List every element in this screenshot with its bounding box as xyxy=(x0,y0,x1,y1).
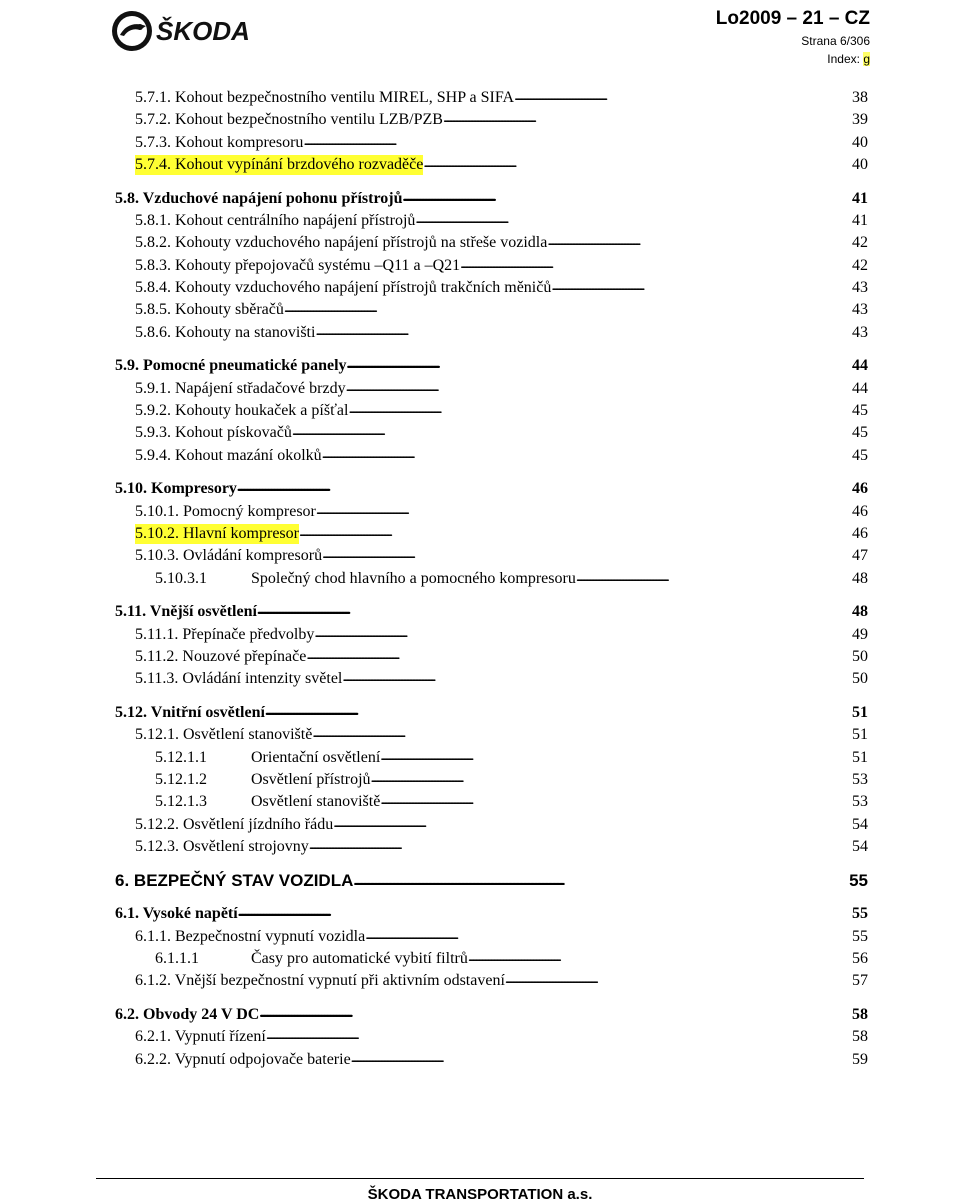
toc-entry-number: 5.8.4. xyxy=(135,278,171,296)
toc-leader-dots xyxy=(468,950,851,969)
toc-entry-number: 6.1.2. xyxy=(135,972,171,990)
toc-entry-text xyxy=(135,815,333,835)
toc-entry-title: Ovládání intenzity světel xyxy=(182,670,343,688)
toc-leader-dots xyxy=(415,212,851,231)
skoda-logo xyxy=(110,8,255,54)
toc-entry-number: 5.10. xyxy=(115,480,147,498)
toc-entry-title: Společný chod hlavního a pomocného kompresoru xyxy=(251,569,576,587)
toc-entry[interactable] xyxy=(0,869,960,891)
toc-entry[interactable] xyxy=(0,902,960,924)
toc-entry-title: Bezpečnostní vypnutí vozidla xyxy=(175,927,366,945)
toc-entry[interactable] xyxy=(0,86,960,108)
toc-entry-text xyxy=(135,837,309,857)
page-header xyxy=(0,0,960,80)
toc-entry-text xyxy=(115,703,265,723)
toc-leader-dots xyxy=(443,111,851,130)
toc-entry-title: Vnější osvětlení xyxy=(149,603,257,621)
toc-entry-text xyxy=(135,971,505,991)
toc-entry-number: 5.12.1.1 xyxy=(155,748,207,766)
toc-entry[interactable] xyxy=(0,231,960,253)
toc-entry-number: 5.12.1.3 xyxy=(155,793,207,811)
toc-leader-dots xyxy=(303,134,851,153)
toc-entry-text xyxy=(115,871,353,891)
toc-entry-text xyxy=(135,211,415,231)
toc-page-number: 50 xyxy=(852,647,868,665)
toc-page-number: 49 xyxy=(852,625,868,643)
index-line xyxy=(827,52,870,66)
toc-entry-text xyxy=(135,278,551,298)
brand-wordmark: ŠKODA xyxy=(156,16,250,46)
toc-entry-number: 6.1.1.1 xyxy=(155,950,199,967)
toc-leader-dots xyxy=(365,928,851,947)
toc-entry-title: Časy pro automatické vybití filtrů xyxy=(251,950,468,967)
toc-entry[interactable] xyxy=(0,254,960,276)
toc-page-number: 56 xyxy=(852,950,868,967)
toc-entry-number: 5.7.3. xyxy=(135,133,171,151)
toc-entry-number: 5.11.2. xyxy=(135,647,179,665)
toc-entry-number: 5.12.1. xyxy=(135,726,179,744)
toc-entry-title: Kohouty vzduchového napájení přístrojů trakčních měničů xyxy=(175,278,552,296)
toc-leader-dots xyxy=(342,670,851,689)
toc-entry-number: 6. xyxy=(115,870,130,890)
toc-entry-title: Kohout vypínání brzdového rozvaděče xyxy=(175,155,424,173)
toc-leader-dots xyxy=(460,257,851,276)
toc-page-number: 39 xyxy=(852,111,868,129)
toc-page-number: 51 xyxy=(852,748,868,766)
toc-entry-number: 5.8.1. xyxy=(135,212,171,229)
toc-page-number: 43 xyxy=(852,278,868,296)
toc-entry-title: Vzduchové napájení pohonu přístrojů xyxy=(142,189,403,207)
toc-entry-text xyxy=(155,770,371,790)
toc-entry-number: 5.10.1. xyxy=(135,502,179,520)
toc-entry[interactable] xyxy=(0,544,960,566)
toc-entry[interactable] xyxy=(0,790,960,812)
toc-entry[interactable] xyxy=(0,187,960,209)
toc-entry-title: Nouzové přepínače xyxy=(182,647,307,665)
toc-entry-number: 5.8.5. xyxy=(135,301,171,319)
toc-entry-text xyxy=(135,725,312,745)
toc-leader-dots xyxy=(353,872,848,891)
toc-leader-dots xyxy=(514,89,851,108)
toc-page-number: 38 xyxy=(852,89,868,106)
toc-page-number: 53 xyxy=(852,770,868,788)
toc-page-number: 55 xyxy=(852,927,868,945)
toc-entry-number: 5.9. xyxy=(115,357,139,375)
toc-page-number: 59 xyxy=(852,1050,868,1068)
toc-entry-text xyxy=(155,748,380,768)
toc-page-number: 57 xyxy=(852,972,868,990)
toc-entry-title: Osvětlení strojovny xyxy=(183,837,309,855)
toc-entry-title: Kohout bezpečnostního ventilu MIREL, SHP a SIFA xyxy=(175,89,515,106)
toc-entry-title: Napájení střadačové brzdy xyxy=(175,379,346,397)
toc-entry-number: 6.2.2. xyxy=(135,1050,171,1068)
toc-leader-dots xyxy=(505,972,851,991)
toc-entry-title: Kompresory xyxy=(151,480,237,498)
toc-page-number: 47 xyxy=(852,547,868,565)
toc-leader-dots xyxy=(306,648,851,667)
toc-leader-dots xyxy=(547,234,851,253)
toc-leader-dots xyxy=(351,1051,851,1070)
toc-entry-title: Osvětlení jízdního řádu xyxy=(183,815,334,833)
toc-entry-number: 5.9.1. xyxy=(135,379,171,397)
toc-leader-dots xyxy=(316,503,851,522)
toc-entry-text xyxy=(155,792,380,812)
toc-entry-text xyxy=(135,927,365,947)
toc-leader-dots xyxy=(237,480,851,499)
toc-entry-text xyxy=(135,502,316,522)
toc-entry[interactable] xyxy=(0,723,960,745)
toc-entry[interactable] xyxy=(0,209,960,231)
toc-page-number: 58 xyxy=(852,1006,868,1024)
toc-entry[interactable] xyxy=(0,925,960,947)
toc-leader-dots xyxy=(347,357,851,376)
toc-leader-dots xyxy=(299,525,851,544)
toc-leader-dots xyxy=(423,156,851,175)
toc-entry[interactable] xyxy=(0,947,960,969)
toc-entry-number: 5.12.3. xyxy=(135,837,179,855)
toc-page-number: 46 xyxy=(852,502,868,520)
toc-entry-title: Osvětlení stanoviště xyxy=(251,793,381,811)
toc-entry-text xyxy=(135,256,460,276)
toc-entry-text xyxy=(135,446,322,466)
toc-page-number: 50 xyxy=(852,670,868,688)
toc-entry-title: Vnitřní osvětlení xyxy=(150,704,265,721)
toc-entry-number: 5.7.2. xyxy=(135,111,171,129)
toc-entry-number: 5.7.4. xyxy=(135,155,171,173)
toc-entry-title: Osvětlení přístrojů xyxy=(251,770,371,788)
page-number: Strana 6/306 xyxy=(801,34,870,48)
toc-entry[interactable] xyxy=(0,477,960,499)
toc-entry-text xyxy=(135,300,284,320)
toc-entry[interactable] xyxy=(0,421,960,443)
toc-entry-title: Kohouty vzduchového napájení přístrojů na střeše vozidla xyxy=(175,234,548,252)
toc-entry-text xyxy=(115,1005,259,1025)
index-label: Index: xyxy=(827,52,860,66)
toc-entry-number: 5.10.2. xyxy=(135,524,179,542)
toc-page-number: 46 xyxy=(852,480,868,498)
toc-entry[interactable] xyxy=(0,153,960,175)
toc-page-number: 43 xyxy=(852,323,868,341)
toc-page-number: 48 xyxy=(852,603,868,621)
toc-leader-dots xyxy=(380,749,851,768)
index-value: g xyxy=(863,52,870,66)
toc-entry-number: 5.11.1. xyxy=(135,625,179,643)
toc-leader-dots xyxy=(551,279,851,298)
toc-leader-dots xyxy=(576,570,851,589)
toc-entry[interactable] xyxy=(0,399,960,421)
toc-entry[interactable] xyxy=(0,444,960,466)
toc-leader-dots xyxy=(322,447,851,466)
toc-entry[interactable] xyxy=(0,567,960,589)
toc-page-number: 40 xyxy=(852,133,868,151)
toc-entry-text xyxy=(155,569,576,589)
toc-page-number: 45 xyxy=(852,424,868,442)
toc-entry[interactable] xyxy=(0,667,960,689)
toc-entry[interactable] xyxy=(0,354,960,376)
toc-page-number: 45 xyxy=(852,446,868,464)
toc-entry-number: 6.1. xyxy=(115,905,139,923)
toc-entry-title: Kohouty na stanovišti xyxy=(175,323,316,341)
toc-entry-number: 5.12.2. xyxy=(135,815,179,833)
toc-page-number: 42 xyxy=(852,234,868,252)
toc-entry-title: Kohouty sběračů xyxy=(175,301,284,319)
toc-entry-title: Ovládání kompresorů xyxy=(183,547,323,565)
toc-entry-text xyxy=(135,423,292,443)
footer-divider xyxy=(96,1178,864,1179)
toc-entry-number: 5.10.3. xyxy=(135,547,179,565)
toc-entry-number: 5.10.3.1 xyxy=(155,569,207,587)
toc-leader-dots xyxy=(348,402,851,421)
toc-page-number: 44 xyxy=(852,379,868,397)
toc-entry-number: 5.8.3. xyxy=(135,256,171,274)
toc-entry-number: 5.12. xyxy=(115,704,147,721)
toc-leader-dots xyxy=(314,626,851,645)
toc-page-number: 42 xyxy=(852,256,868,274)
toc-entry-number: 6.1.1. xyxy=(135,927,171,945)
toc-entry-title: Kohout mazání okolků xyxy=(175,446,322,464)
toc-entry-text xyxy=(135,155,423,175)
toc-entry[interactable] xyxy=(0,768,960,790)
toc-page-number: 51 xyxy=(852,704,868,721)
toc-page-number: 48 xyxy=(852,569,868,587)
toc-entry[interactable] xyxy=(0,377,960,399)
toc-entry-title: Vnější bezpečnostní vypnutí při aktivním odstavení xyxy=(174,972,505,990)
toc-page-number: 41 xyxy=(852,212,868,229)
toc-entry-text xyxy=(135,133,303,153)
toc-entry-title: Vypnutí odpojovače baterie xyxy=(174,1050,351,1068)
toc-leader-dots xyxy=(371,771,851,790)
toc-page-number: 46 xyxy=(852,524,868,542)
toc-entry[interactable] xyxy=(0,1048,960,1070)
toc-entry[interactable] xyxy=(0,969,960,991)
toc-entry-title: Pomocné pneumatické panely xyxy=(143,357,347,375)
toc-entry-number: 5.9.2. xyxy=(135,401,171,419)
toc-entry-text xyxy=(115,479,237,499)
toc-leader-dots xyxy=(309,838,851,857)
toc-entry-text xyxy=(135,1027,266,1047)
toc-entry[interactable] xyxy=(0,321,960,343)
toc-entry-text xyxy=(115,189,402,209)
toc-leader-dots xyxy=(322,547,851,566)
toc-leader-dots xyxy=(380,793,851,812)
toc-entry[interactable] xyxy=(0,522,960,544)
toc-leader-dots xyxy=(333,816,851,835)
toc-leader-dots xyxy=(238,905,851,924)
toc-entry-text xyxy=(155,949,468,969)
toc-entry-title: Kohouty přepojovačů systému –Q11 a –Q21 xyxy=(175,256,461,274)
toc-entry[interactable] xyxy=(0,131,960,153)
toc-entry-text xyxy=(135,88,514,108)
toc-entry-title: Přepínače předvolby xyxy=(182,625,315,643)
toc-entry-title: Osvětlení stanoviště xyxy=(183,726,313,744)
toc-entry-text xyxy=(135,546,322,566)
toc-entry-text xyxy=(135,379,346,399)
toc-leader-dots xyxy=(312,726,851,745)
toc-entry-text xyxy=(135,1050,351,1070)
toc-page-number: 45 xyxy=(852,401,868,419)
footer-text: ŠKODA TRANSPORTATION a.s. xyxy=(367,1186,593,1203)
toc-entry[interactable] xyxy=(0,298,960,320)
toc-entry-number: 5.8.2. xyxy=(135,234,171,252)
toc-page-number: 51 xyxy=(852,726,868,744)
toc-entry[interactable] xyxy=(0,623,960,645)
toc-entry[interactable] xyxy=(0,1003,960,1025)
toc-page-number: 41 xyxy=(852,189,868,207)
toc-entry-text xyxy=(135,110,443,130)
toc-page-number: 55 xyxy=(852,905,868,923)
toc-entry[interactable] xyxy=(0,813,960,835)
toc-entry-title: Kohout kompresoru xyxy=(175,133,304,151)
toc-entry[interactable] xyxy=(0,276,960,298)
toc-page-number: 44 xyxy=(852,357,868,375)
toc-entry[interactable] xyxy=(0,108,960,130)
toc-entry-title: Vypnutí řízení xyxy=(174,1028,266,1046)
toc-entry-title: Kohout bezpečnostního ventilu LZB/PZB xyxy=(175,111,443,129)
toc-page-number: 54 xyxy=(852,837,868,855)
toc-entry-number: 6.2. xyxy=(115,1006,139,1024)
toc-entry-number: 5.8.6. xyxy=(135,323,171,341)
toc-leader-dots xyxy=(266,1028,851,1047)
toc-entry-title: Obvody 24 V DC xyxy=(143,1006,260,1024)
toc-leader-dots xyxy=(259,1006,851,1025)
toc-leader-dots xyxy=(346,380,851,399)
toc-entry-number: 5.11.3. xyxy=(135,670,179,688)
toc-entry[interactable] xyxy=(0,835,960,857)
toc-entry-title: Hlavní kompresor xyxy=(183,524,299,542)
toc-entry[interactable] xyxy=(0,1025,960,1047)
toc-entry-number: 5.9.3. xyxy=(135,424,171,442)
toc-entry-number: 5.11. xyxy=(115,603,147,621)
toc-leader-dots xyxy=(292,424,851,443)
toc-page-number: 43 xyxy=(852,301,868,319)
toc-entry-title: Pomocný kompresor xyxy=(183,502,316,520)
toc-entry-title: Kohout pískovačů xyxy=(175,424,292,442)
toc-entry[interactable] xyxy=(0,701,960,723)
toc-entry-text xyxy=(115,904,238,924)
toc-entry-title: BEZPEČNÝ STAV VOZIDLA xyxy=(133,870,354,890)
toc-entry-number: 5.12.1.2 xyxy=(155,770,207,788)
toc-entry-title: Kohouty houkaček a píšťal xyxy=(175,401,349,419)
toc-entry-text xyxy=(135,401,348,421)
toc-entry-text xyxy=(135,625,314,645)
toc-entry-text xyxy=(115,602,257,622)
toc-leader-dots xyxy=(402,190,851,209)
toc-page-number: 58 xyxy=(852,1028,868,1046)
toc-leader-dots xyxy=(257,603,851,622)
toc-leader-dots xyxy=(265,704,851,723)
toc-entry-title: Orientační osvětlení xyxy=(251,748,381,766)
toc-entry-text xyxy=(115,356,347,376)
toc-entry-text xyxy=(135,233,547,253)
toc-entry-title: Kohout centrálního napájení přístrojů xyxy=(175,212,416,229)
toc-entry-text xyxy=(135,524,299,544)
toc-entry-number: 6.2.1. xyxy=(135,1028,171,1046)
toc-entry-title: Vysoké napětí xyxy=(142,905,238,923)
toc-entry[interactable] xyxy=(0,500,960,522)
toc-entry-number: 5.8. xyxy=(115,189,139,207)
toc-leader-dots xyxy=(284,301,851,320)
toc-page-number: 54 xyxy=(852,815,868,833)
toc-entry-number: 5.9.4. xyxy=(135,446,171,464)
toc-page-number: 40 xyxy=(852,155,868,173)
document-id: Lo2009 – 21 – CZ xyxy=(715,8,870,29)
toc-page-number: 55 xyxy=(849,870,868,890)
toc-leader-dots xyxy=(315,324,851,343)
toc-entry-text xyxy=(135,669,342,689)
toc-entry-text xyxy=(135,647,306,667)
toc-entry-text xyxy=(135,323,315,343)
toc-entry-number: 5.7.1. xyxy=(135,89,171,106)
toc-entry[interactable] xyxy=(0,600,960,622)
toc-page-number: 53 xyxy=(852,793,868,811)
toc-entry[interactable] xyxy=(0,746,960,768)
toc-entry[interactable] xyxy=(0,645,960,667)
